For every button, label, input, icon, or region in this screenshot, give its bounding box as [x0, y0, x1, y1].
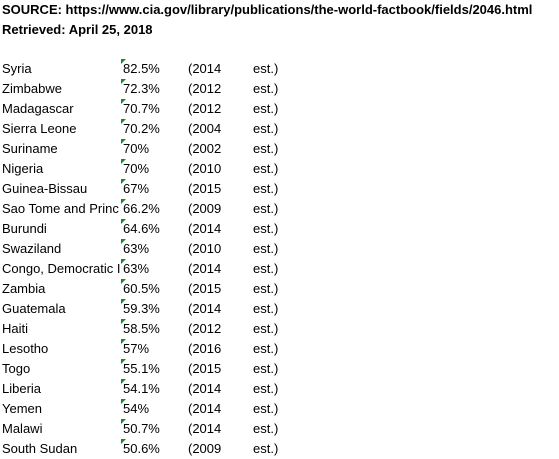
year-cell[interactable]: (2010	[188, 241, 222, 256]
country-cell[interactable]: Haiti	[2, 321, 29, 336]
year-cell[interactable]: (2012	[188, 321, 222, 336]
country-cell[interactable]: Sao Tome and Princ	[2, 201, 119, 216]
rate-cell[interactable]	[121, 219, 188, 239]
rate-value: 58.5%	[123, 321, 160, 336]
country-cell[interactable]: Togo	[2, 361, 31, 376]
rate-cell[interactable]	[121, 199, 188, 219]
estimate-cell[interactable]: est.)	[253, 101, 279, 116]
estimate-cell[interactable]: est.)	[253, 221, 279, 236]
table-row	[0, 339, 559, 359]
year-cell[interactable]: (2014	[188, 381, 222, 396]
data-rows	[0, 59, 559, 459]
rate-cell[interactable]	[121, 419, 188, 439]
table-row	[0, 179, 559, 199]
number-as-text-indicator-icon	[121, 339, 126, 344]
rate-value: 55.1%	[123, 361, 160, 376]
country-cell[interactable]: Yemen	[2, 401, 42, 416]
country-cell[interactable]: Congo, Democratic I	[2, 261, 121, 276]
estimate-cell[interactable]: est.)	[253, 421, 279, 436]
table-row	[0, 299, 559, 319]
rate-value: 82.5%	[123, 61, 160, 76]
year-cell[interactable]: (2012	[188, 101, 222, 116]
estimate-cell[interactable]: est.)	[253, 401, 279, 416]
rate-value: 50.7%	[123, 421, 160, 436]
rate-cell[interactable]	[121, 399, 188, 419]
table-row	[0, 99, 559, 119]
number-as-text-indicator-icon	[121, 79, 126, 84]
estimate-cell[interactable]: est.)	[253, 81, 279, 96]
estimate-cell[interactable]: est.)	[253, 361, 279, 376]
rate-value: 50.6%	[123, 441, 160, 456]
number-as-text-indicator-icon	[121, 279, 126, 284]
table-row	[0, 79, 559, 99]
year-cell[interactable]: (2015	[188, 361, 222, 376]
estimate-cell[interactable]: est.)	[253, 441, 279, 456]
year-cell[interactable]: (2014	[188, 221, 222, 236]
rate-cell[interactable]	[121, 119, 188, 139]
retrieved-line[interactable]: Retrieved: April 25, 2018	[2, 22, 153, 37]
country-cell[interactable]: Nigeria	[2, 161, 44, 176]
rate-cell[interactable]	[121, 59, 188, 79]
estimate-cell[interactable]: est.)	[253, 281, 279, 296]
table-row	[0, 219, 559, 239]
rate-value: 63%	[123, 261, 150, 276]
country-cell[interactable]: Suriname	[2, 141, 58, 156]
number-as-text-indicator-icon	[121, 419, 126, 424]
rate-value: 54%	[123, 401, 150, 416]
year-cell[interactable]: (2015	[188, 181, 222, 196]
year-cell[interactable]: (2015	[188, 281, 222, 296]
number-as-text-indicator-icon	[121, 119, 126, 124]
country-cell[interactable]: Sierra Leone	[2, 121, 77, 136]
year-cell[interactable]: (2014	[188, 421, 222, 436]
estimate-cell[interactable]: est.)	[253, 141, 279, 156]
estimate-cell[interactable]: est.)	[253, 241, 279, 256]
estimate-cell[interactable]: est.)	[253, 321, 279, 336]
number-as-text-indicator-icon	[121, 139, 126, 144]
number-as-text-indicator-icon	[121, 299, 126, 304]
rate-cell[interactable]	[121, 339, 188, 359]
table-row	[0, 379, 559, 399]
number-as-text-indicator-icon	[121, 179, 126, 184]
estimate-cell[interactable]: est.)	[253, 261, 279, 276]
country-cell[interactable]: Guinea-Bissau	[2, 181, 88, 196]
number-as-text-indicator-icon	[121, 59, 126, 64]
rate-cell[interactable]	[121, 259, 188, 279]
year-cell[interactable]: (2012	[188, 81, 222, 96]
country-cell[interactable]: South Sudan	[2, 441, 78, 456]
estimate-cell[interactable]: est.)	[253, 201, 279, 216]
year-cell[interactable]: (2009	[188, 201, 222, 216]
source-line[interactable]: SOURCE: https://www.cia.gov/library/publications/the-world-factbook/fields/2046.html	[2, 2, 533, 17]
year-cell[interactable]: (2016	[188, 341, 222, 356]
country-cell[interactable]: Zimbabwe	[2, 81, 62, 96]
rate-value: 66.2%	[123, 201, 160, 216]
rate-cell[interactable]	[121, 439, 188, 459]
table-row	[0, 59, 559, 79]
rate-value: 70%	[123, 161, 150, 176]
year-cell[interactable]: (2014	[188, 301, 222, 316]
estimate-cell[interactable]: est.)	[253, 61, 279, 76]
number-as-text-indicator-icon	[121, 399, 126, 404]
table-row	[0, 139, 559, 159]
number-as-text-indicator-icon	[121, 319, 126, 324]
year-cell[interactable]: (2014	[188, 401, 222, 416]
rate-cell[interactable]	[121, 99, 188, 119]
country-cell[interactable]: Syria	[2, 61, 32, 76]
country-cell[interactable]: Zambia	[2, 281, 46, 296]
country-cell[interactable]: Madagascar	[2, 101, 74, 116]
rate-cell[interactable]	[121, 79, 188, 99]
rate-value: 70%	[123, 141, 150, 156]
rate-value: 54.1%	[123, 381, 160, 396]
rate-cell[interactable]	[121, 179, 188, 199]
rate-cell[interactable]	[121, 139, 188, 159]
year-cell[interactable]: (2014	[188, 61, 222, 76]
table-row	[0, 359, 559, 379]
year-cell[interactable]: (2009	[188, 441, 222, 456]
rate-value: 57%	[123, 341, 150, 356]
rate-cell[interactable]	[121, 239, 188, 259]
rate-cell[interactable]	[121, 379, 188, 399]
country-cell[interactable]: Guatemala	[2, 301, 66, 316]
estimate-cell[interactable]: est.)	[253, 161, 279, 176]
rate-value: 67%	[123, 181, 150, 196]
estimate-cell[interactable]: est.)	[253, 301, 279, 316]
rate-value: 64.6%	[123, 221, 160, 236]
number-as-text-indicator-icon	[121, 259, 126, 264]
number-as-text-indicator-icon	[121, 359, 126, 364]
rate-value: 60.5%	[123, 281, 160, 296]
number-as-text-indicator-icon	[121, 159, 126, 164]
country-cell[interactable]: Burundi	[2, 221, 47, 236]
rate-value: 72.3%	[123, 81, 160, 96]
table-row	[0, 199, 559, 219]
number-as-text-indicator-icon	[121, 99, 126, 104]
country-cell[interactable]: Liberia	[2, 381, 42, 396]
number-as-text-indicator-icon	[121, 239, 126, 244]
year-cell[interactable]: (2004	[188, 121, 222, 136]
rate-cell[interactable]	[121, 159, 188, 179]
table-row	[0, 119, 559, 139]
table-row	[0, 259, 559, 279]
table-row	[0, 279, 559, 299]
table-row	[0, 239, 559, 259]
year-cell[interactable]: (2002	[188, 141, 222, 156]
rate-value: 59.3%	[123, 301, 160, 316]
country-cell[interactable]: Malawi	[2, 421, 43, 436]
estimate-cell[interactable]: est.)	[253, 121, 279, 136]
number-as-text-indicator-icon	[121, 379, 126, 384]
country-cell[interactable]: Swaziland	[2, 241, 62, 256]
table-row	[0, 159, 559, 179]
country-cell[interactable]: Lesotho	[2, 341, 49, 356]
rate-cell[interactable]	[121, 319, 188, 339]
estimate-cell[interactable]: est.)	[253, 181, 279, 196]
year-cell[interactable]: (2010	[188, 161, 222, 176]
rate-cell[interactable]	[121, 359, 188, 379]
rate-value: 70.7%	[123, 101, 160, 116]
rate-value: 63%	[123, 241, 150, 256]
table-row	[0, 399, 559, 419]
rate-cell[interactable]	[121, 299, 188, 319]
estimate-cell[interactable]: est.)	[253, 341, 279, 356]
rate-value: 70.2%	[123, 121, 160, 136]
number-as-text-indicator-icon	[121, 199, 126, 204]
year-cell[interactable]: (2014	[188, 261, 222, 276]
number-as-text-indicator-icon	[121, 219, 126, 224]
table-row	[0, 439, 559, 459]
number-as-text-indicator-icon	[121, 439, 126, 444]
table-row	[0, 419, 559, 439]
table-row	[0, 319, 559, 339]
rate-cell[interactable]	[121, 279, 188, 299]
estimate-cell[interactable]: est.)	[253, 381, 279, 396]
